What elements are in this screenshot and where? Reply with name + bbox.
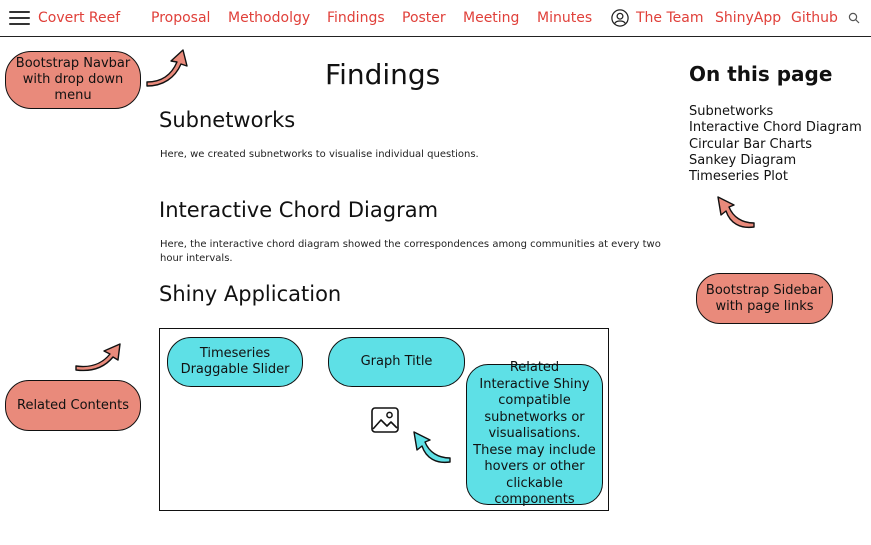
nav-link-minutes[interactable]: Minutes (537, 10, 593, 26)
arrow-icon (712, 193, 758, 235)
timeseries-slider[interactable]: Timeseries Draggable Slider (167, 337, 303, 387)
related-interactive-note: Related Interactive Shiny compatible subnetworks or visualisations. These may include hovers or other clickable components (466, 364, 603, 505)
annotation-related: Related Contents (5, 380, 141, 431)
annotation-navbar: Bootstrap Navbar with drop down menu (5, 51, 141, 109)
toc-link-timeseries[interactable]: Timeseries Plot (689, 169, 788, 185)
menu-icon[interactable] (9, 11, 30, 25)
nav-link-meeting[interactable]: Meeting (463, 10, 520, 26)
section-heading-shiny: Shiny Application (159, 282, 342, 306)
image-icon (370, 405, 400, 435)
nav-link-poster[interactable]: Poster (402, 10, 446, 26)
toc-link-subnetworks[interactable]: Subnetworks (689, 104, 774, 119)
nav-link-proposal[interactable]: Proposal (151, 10, 211, 26)
nav-link-methodology[interactable]: Methodolgy (228, 10, 311, 26)
section-text-chord: Here, the interactive chord diagram showed the correspondences among communities at every two hour intervals. (160, 239, 661, 264)
user-icon[interactable] (611, 9, 629, 27)
section-heading-chord: Interactive Chord Diagram (159, 198, 439, 222)
toc-link-chord[interactable]: Interactive Chord Diagram (689, 120, 862, 136)
nav-link-github[interactable]: Github (791, 10, 838, 26)
nav-link-shinyapp[interactable]: ShinyApp (715, 10, 782, 26)
toc-list (689, 104, 862, 185)
arrow-icon (72, 340, 124, 374)
search-icon[interactable] (848, 12, 860, 24)
toc-link-circular-bar[interactable]: Circular Bar Charts (689, 136, 813, 152)
toc-link-sankey[interactable]: Sankey Diagram (689, 152, 797, 168)
arrow-icon (408, 428, 454, 470)
arrow-icon (143, 46, 191, 88)
nav-link-findings[interactable]: Findings (327, 10, 385, 26)
toc-title: On this page (689, 62, 833, 86)
nav-link-team[interactable]: The Team (636, 10, 704, 26)
navbar-brand[interactable]: Covert Reef (38, 10, 121, 26)
page-title: Findings (325, 58, 441, 91)
graph-title: Graph Title (328, 337, 465, 387)
section-text-subnetworks: Here, we created subnetworks to visualise individual questions. (160, 149, 479, 160)
annotation-sidebar: Bootstrap Sidebar with page links (696, 273, 833, 324)
navbar (0, 0, 871, 37)
section-heading-subnetworks: Subnetworks (159, 108, 296, 132)
